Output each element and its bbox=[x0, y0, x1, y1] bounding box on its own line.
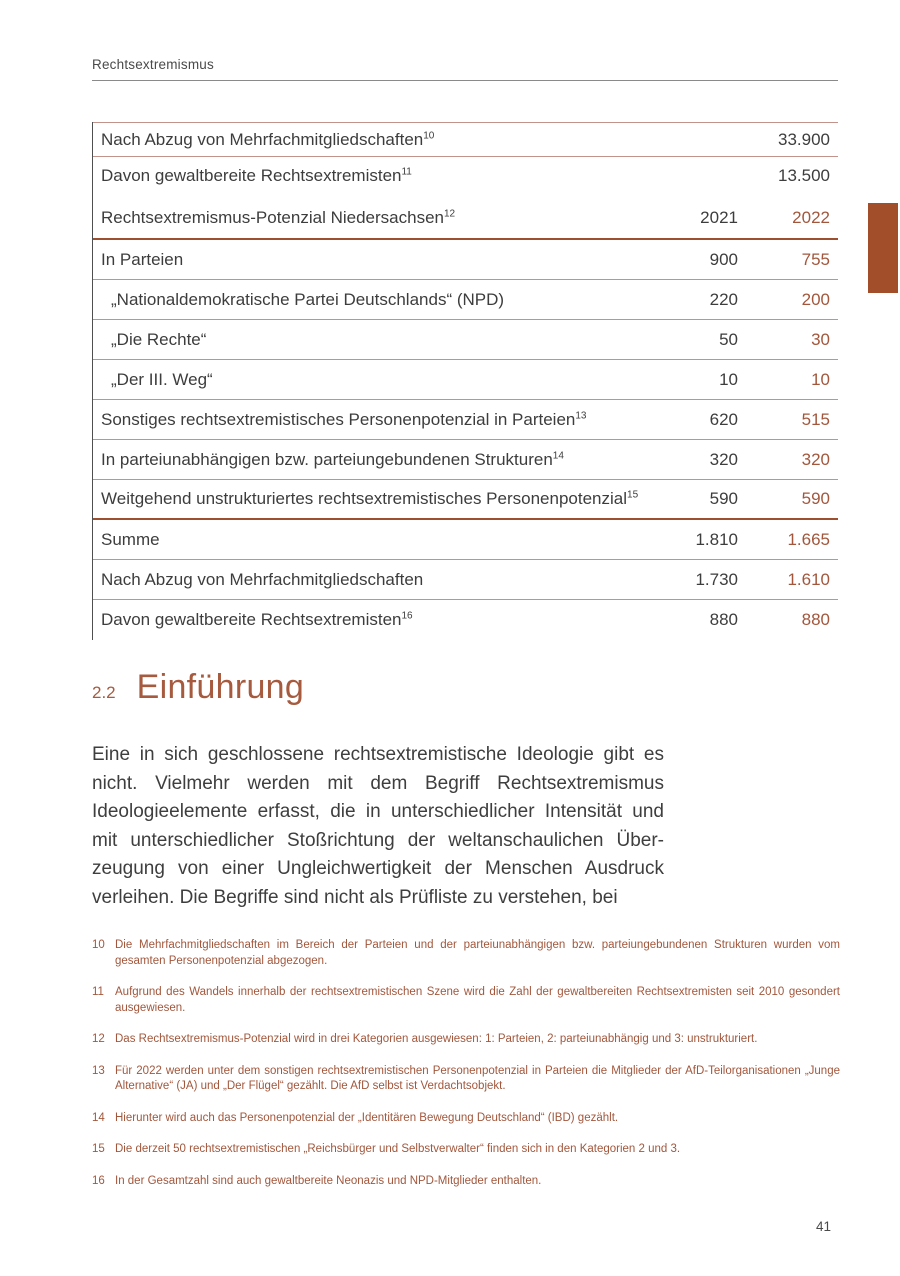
table-row bbox=[93, 122, 838, 157]
row-label bbox=[101, 290, 660, 310]
column-header-2021: 2021 bbox=[700, 208, 738, 227]
footnote bbox=[92, 1111, 840, 1127]
footnote bbox=[92, 1064, 840, 1095]
footnote-number: 13 bbox=[92, 1064, 105, 1077]
row-label-text: Davon gewaltbereite Rechtsextremisten bbox=[101, 610, 402, 629]
table-row bbox=[93, 280, 838, 320]
value-2021: 590 bbox=[709, 489, 738, 508]
footnote-number: 11 bbox=[92, 986, 104, 998]
table-row bbox=[93, 560, 838, 600]
value-2022: 1.665 bbox=[787, 529, 830, 549]
footnote-text: Für 2022 werden unter dem sonstigen rechtsextremistischen Personenpotenzial in Parteien die Mitglieder der AfD-Teilorganisationen „Junge Alternative“ (JA) und „Der Flügel“ gezählt. Die AfD selbst ist Verdachtsobjekt. bbox=[115, 1064, 840, 1092]
value-2021: 320 bbox=[709, 449, 738, 469]
row-label bbox=[101, 166, 738, 186]
table-title bbox=[101, 208, 660, 228]
row-label-text: In Parteien bbox=[101, 249, 184, 269]
value-2022: 755 bbox=[801, 249, 830, 269]
row-label-text: Davon gewaltbereite Rechtsextremisten bbox=[101, 166, 402, 185]
row-label-text: „Nationaldemokratische Partei Deutschlands“ (NPD) bbox=[111, 289, 505, 309]
footnote-ref: 12 bbox=[443, 208, 456, 220]
footnote-text: In der Gesamtzahl sind auch gewaltbereite Neonazis und NPD-Mitglieder enthalten. bbox=[115, 1174, 542, 1187]
row-label-text: „Der III. Weg“ bbox=[111, 369, 213, 389]
row-label bbox=[101, 570, 660, 590]
section-number: 2.2 bbox=[92, 683, 116, 702]
value-2022: 590 bbox=[801, 489, 830, 508]
row-label bbox=[101, 489, 660, 509]
row-value: 13.500 bbox=[778, 166, 830, 185]
row-label-text: Nach Abzug von Mehrfachmitgliedschaften bbox=[101, 569, 424, 589]
section-heading bbox=[92, 668, 304, 707]
row-label-text: Weitgehend unstrukturiertes rechtsextremistisches Personenpotenzial bbox=[101, 489, 628, 508]
table-row bbox=[93, 157, 838, 195]
value-2022: 200 bbox=[801, 289, 830, 309]
statistics-table bbox=[92, 122, 838, 640]
footnote-ref: 16 bbox=[401, 610, 413, 622]
row-label bbox=[101, 370, 660, 390]
value-2021: 220 bbox=[709, 289, 738, 309]
footnote-ref: 13 bbox=[575, 409, 587, 421]
value-2022: 515 bbox=[801, 409, 830, 429]
footnote-ref: 10 bbox=[423, 129, 435, 141]
row-value: 33.900 bbox=[778, 129, 830, 149]
value-2021: 10 bbox=[719, 369, 738, 389]
table-row bbox=[93, 480, 838, 520]
table-row bbox=[93, 400, 838, 440]
page-number: 41 bbox=[815, 1219, 831, 1234]
footnote-number: 16 bbox=[92, 1174, 105, 1187]
footnote bbox=[92, 938, 840, 969]
value-2022: 880 bbox=[801, 610, 830, 629]
footnote-number: 12 bbox=[92, 1033, 105, 1045]
footnote-ref: 14 bbox=[552, 449, 564, 461]
table-title-text: Rechtsextremismus-Potenzial Niedersachsen bbox=[101, 208, 444, 227]
section-title: Einführung bbox=[136, 668, 305, 706]
table-row bbox=[93, 240, 838, 280]
footnote-ref: 11 bbox=[401, 166, 412, 178]
chapter-tab-marker bbox=[868, 203, 898, 293]
table-row bbox=[93, 440, 838, 480]
value-2021: 900 bbox=[709, 249, 738, 269]
column-header-2022: 2022 bbox=[792, 208, 830, 227]
row-label bbox=[101, 530, 660, 550]
footnote-number: 14 bbox=[92, 1111, 105, 1124]
row-label-text: Summe bbox=[101, 529, 160, 549]
footnote-text: Aufgrund des Wandels innerhalb der rechtsextremistischen Szene wird die Zahl der gewaltbereiten Rechtsextremisten seit 2010 gesondert ausgewiesen. bbox=[115, 986, 840, 1014]
row-label bbox=[101, 450, 660, 470]
row-label bbox=[101, 330, 660, 350]
row-label-text: „Die Rechte“ bbox=[111, 329, 207, 349]
footnote-number: 15 bbox=[92, 1143, 105, 1155]
row-label-text: Sonstiges rechtsextremistisches Personenpotenzial in Parteien bbox=[101, 409, 576, 429]
row-label bbox=[101, 250, 660, 270]
value-2022: 30 bbox=[811, 329, 830, 349]
table-header-row bbox=[93, 195, 838, 240]
footnote-text: Hierunter wird auch das Personenpotenzial der „Identitären Bewegung Deutschland“ (IBD) gezählt. bbox=[115, 1111, 619, 1124]
body-paragraph: Eine in sich geschlossene rechtsextremistische Ideologie gibt es nicht. Vielmehr werden mit dem Begriff Rechtsextremismus Ideologieelemente erfasst, die in unterschiedlicher Intensität und mit unterschiedlicher Stoßrichtung der weltanschaulichen Überzeugung von einer Ungleichwertigkeit der Menschen Ausdruck verleihen. Die Begriffe sind nicht als Prüfliste zu verstehen, bei bbox=[92, 744, 664, 908]
row-label bbox=[101, 130, 738, 150]
footnote-text: Das Rechtsextremismus-Potenzial wird in drei Kategorien ausgewiesen: 1: Parteien, 2: parteiunabhängig und 3: unstrukturiert. bbox=[115, 1033, 758, 1045]
footnote-number: 10 bbox=[92, 939, 105, 951]
row-label-text: In parteiunabhängigen bzw. parteiungebundenen Strukturen bbox=[101, 449, 553, 469]
row-label-text: Nach Abzug von Mehrfachmitgliedschaften bbox=[101, 129, 424, 149]
table-row-summe bbox=[93, 520, 838, 560]
row-label bbox=[101, 410, 660, 430]
table-row bbox=[93, 320, 838, 360]
value-2021: 1.730 bbox=[695, 569, 738, 589]
row-label bbox=[101, 610, 660, 630]
footnote-text: Die Mehrfachmitgliedschaften im Bereich der Parteien und der parteiunabhängigen bzw. parteiungebundenen Strukturen wurden vom gesamten Personenpotenzial abgezogen. bbox=[115, 939, 840, 967]
value-2022: 1.610 bbox=[787, 569, 830, 589]
table-row bbox=[93, 360, 838, 400]
footnotes-block bbox=[92, 938, 840, 1205]
footnote-ref: 15 bbox=[627, 489, 639, 501]
value-2021: 620 bbox=[709, 409, 738, 429]
value-2022: 320 bbox=[801, 449, 830, 469]
value-2022: 10 bbox=[811, 369, 830, 389]
running-header: Rechtsextremismus bbox=[92, 57, 838, 81]
footnote bbox=[92, 985, 840, 1016]
table-row bbox=[93, 600, 838, 640]
footnote bbox=[92, 1142, 840, 1158]
footnote bbox=[92, 1032, 840, 1048]
value-2021: 1.810 bbox=[695, 529, 738, 549]
value-2021: 880 bbox=[709, 610, 738, 629]
value-2021: 50 bbox=[719, 329, 738, 349]
footnote-text: Die derzeit 50 rechtsextremistischen „Reichsbürger und Selbstverwalter“ finden sich in den Kategorien 2 und 3. bbox=[115, 1143, 681, 1155]
footnote bbox=[92, 1174, 840, 1190]
